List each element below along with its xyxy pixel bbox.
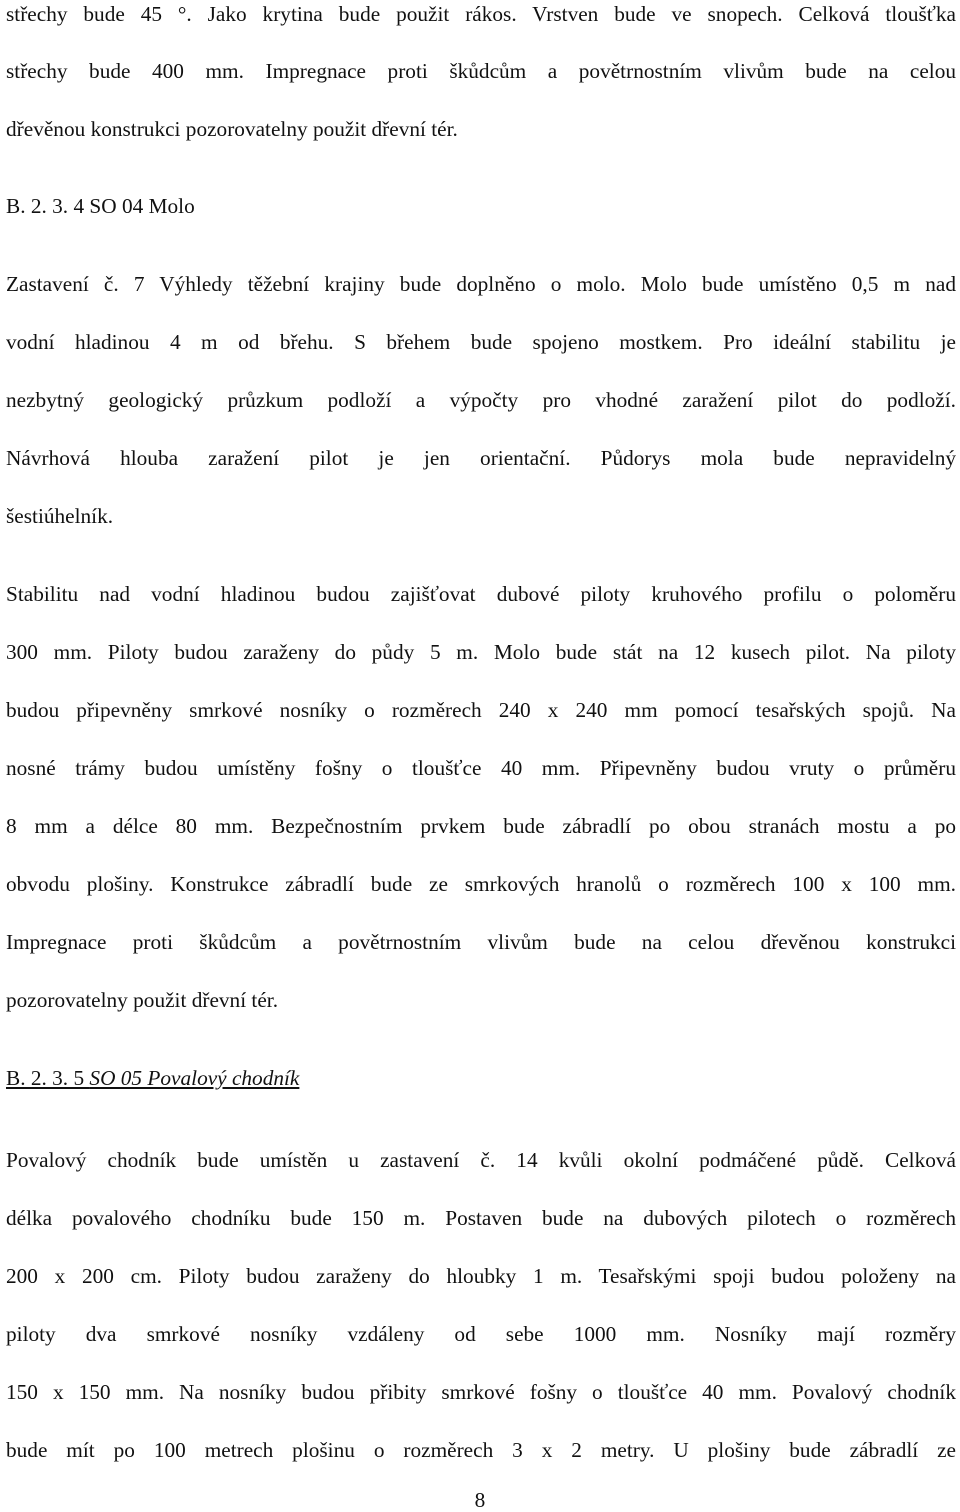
section-heading-number: B. 2. 3. 5 [6,1066,90,1090]
paragraph-line: Zastavení č. 7 Výhledy těžební krajiny bude doplněno o molo. Molo bude umístěno 0,5 m nad [6,272,956,296]
paragraph-line: Impregnace proti škůdcům a povětrnostním vlivům bude na celou dřevěnou konstrukci [6,930,956,954]
paragraph-line: 300 mm. Piloty budou zaraženy do půdy 5 m. Molo bude stát na 12 kusech pilot. Na piloty [6,640,956,664]
section-heading-so05 [6,1064,299,1092]
paragraph-line: šestiúhelník. [6,504,114,528]
paragraph-line: dřevěnou konstrukci pozorovatelny použit dřevní tér. [6,117,458,141]
section-heading-so04: B. 2. 3. 4 SO 04 Molo [6,194,195,218]
section-heading-title: SO 05 Povalový chodník [89,1066,300,1090]
paragraph-line: bude mít po 100 metrech plošinu o rozměrech 3 x 2 metry. U plošiny bude zábradlí ze [6,1438,956,1462]
paragraph-line: nezbytný geologický průzkum podloží a výpočty pro vhodné zaražení pilot do podloží. [6,388,956,412]
paragraph-line: 8 mm a délce 80 mm. Bezpečnostním prvkem bude zábradlí po obou stranách mostu a po [6,814,956,838]
paragraph-line: budou připevněny smrkové nosníky o rozměrech 240 x 240 mm pomocí tesařských spojů. Na [6,698,956,722]
paragraph-line: piloty dva smrkové nosníky vzdáleny od sebe 1000 mm. Nosníky mají rozměry [6,1322,956,1346]
paragraph-line: Návrhová hlouba zaražení pilot je jen orientační. Půdorys mola bude nepravidelný [6,446,956,470]
paragraph-line: 200 x 200 cm. Piloty budou zaraženy do hloubky 1 m. Tesařskými spoji budou položeny na [6,1264,956,1288]
paragraph-line: pozorovatelny použit dřevní tér. [6,988,279,1012]
paragraph-line: vodní hladinou 4 m od břehu. S břehem bude spojeno mostkem. Pro ideální stabilitu je [6,330,956,354]
paragraph-line: střechy bude 400 mm. Impregnace proti škůdcům a povětrnostním vlivům bude na celou [6,59,956,83]
paragraph-line: nosné trámy budou umístěny fošny o tloušťce 40 mm. Připevněny budou vruty o průměru [6,756,956,780]
paragraph-line: střechy bude 45 °. Jako krytina bude použit rákos. Vrstven bude ve snopech. Celková tloušťka [6,2,956,26]
paragraph-line: Stabilitu nad vodní hladinou budou zajišťovat dubové piloty kruhového profilu o poloměru [6,582,956,606]
paragraph-line: 150 x 150 mm. Na nosníky budou přibity smrkové fošny o tloušťce 40 mm. Povalový chodník [6,1380,956,1404]
paragraph-line: délka povalového chodníku bude 150 m. Postaven bude na dubových pilotech o rozměrech [6,1206,956,1230]
page-number: 8 [474,1488,486,1512]
paragraph-line: obvodu plošiny. Konstrukce zábradlí bude ze smrkových hranolů o rozměrech 100 x 100 mm. [6,872,956,896]
paragraph-line: Povalový chodník bude umístěn u zastavení č. 14 kvůli okolní podmáčené půdě. Celková [6,1148,956,1172]
